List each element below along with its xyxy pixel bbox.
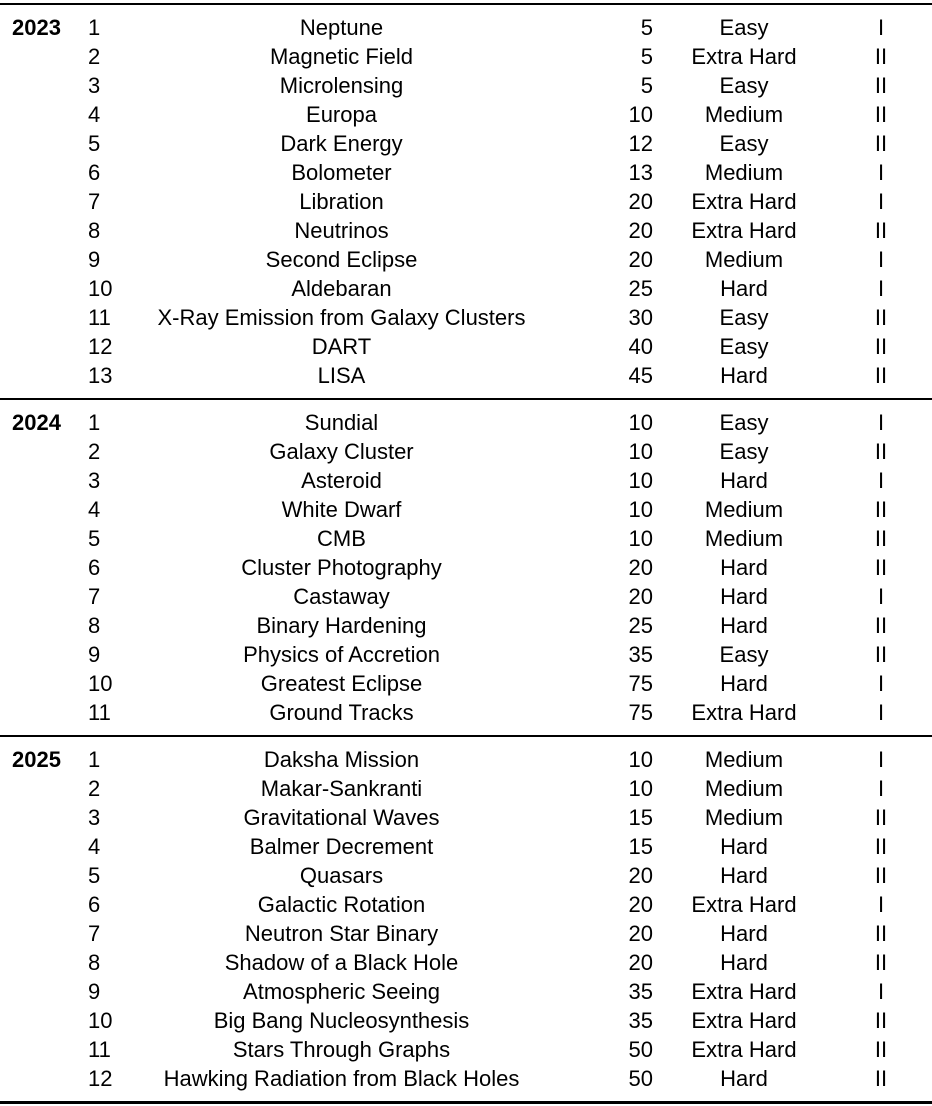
number-cell: 3: [88, 805, 101, 830]
table-row: [0, 399, 932, 437]
points-cell: 35: [628, 979, 653, 1004]
division-cell: I: [877, 189, 885, 214]
points-cell: 20: [628, 863, 653, 888]
name-cell: Big Bang Nucleosynthesis: [213, 1008, 470, 1033]
table-row: [0, 187, 932, 216]
difficulty-cell: Hard: [720, 363, 768, 388]
number-cell: 6: [88, 892, 101, 917]
number-cell: 10: [88, 276, 113, 301]
points-cell: 25: [628, 613, 653, 638]
division-cell: II: [874, 102, 888, 127]
year-section-2024: [0, 399, 932, 736]
number-cell: 7: [88, 584, 101, 609]
name-cell: Neutrinos: [294, 218, 389, 243]
number-cell: 13: [88, 363, 113, 388]
difficulty-cell: Hard: [720, 950, 768, 975]
number-cell: 9: [88, 247, 101, 272]
points-cell: 10: [628, 410, 653, 435]
points-cell: 10: [628, 526, 653, 551]
division-cell: I: [877, 700, 885, 725]
number-cell: 12: [88, 334, 113, 359]
division-cell: II: [874, 44, 888, 69]
name-cell: Shadow of a Black Hole: [224, 950, 459, 975]
difficulty-cell: Hard: [720, 555, 768, 580]
name-cell: Galaxy Cluster: [269, 439, 414, 464]
points-cell: 10: [628, 776, 653, 801]
division-cell: I: [877, 892, 885, 917]
difficulty-cell: Hard: [720, 921, 768, 946]
division-cell: I: [877, 276, 885, 301]
table-row: [0, 1006, 932, 1035]
name-cell: Stars Through Graphs: [232, 1037, 451, 1062]
points-cell: 50: [628, 1037, 653, 1062]
difficulty-cell: Easy: [719, 642, 769, 667]
table-row: [0, 524, 932, 553]
division-cell: I: [877, 15, 885, 40]
name-cell: Binary Hardening: [256, 613, 427, 638]
number-cell: 8: [88, 950, 101, 975]
division-cell: II: [874, 642, 888, 667]
name-cell: Neutron Star Binary: [244, 921, 439, 946]
points-cell: 10: [628, 468, 653, 493]
name-cell: Gravitational Waves: [243, 805, 440, 830]
division-cell: II: [874, 73, 888, 98]
number-cell: 8: [88, 218, 101, 243]
table-row: [0, 158, 932, 187]
table-row: [0, 71, 932, 100]
division-cell: I: [877, 979, 885, 1004]
table-row: [0, 303, 932, 332]
number-cell: 4: [88, 497, 101, 522]
number-cell: 4: [88, 834, 101, 859]
points-cell: 40: [628, 334, 653, 359]
difficulty-cell: Hard: [720, 584, 768, 609]
points-cell: 75: [628, 671, 653, 696]
difficulty-cell: Extra Hard: [691, 700, 797, 725]
name-cell: Ground Tracks: [269, 700, 414, 725]
name-cell: Daksha Mission: [263, 747, 420, 772]
name-cell: Atmospheric Seeing: [243, 979, 440, 1004]
table-row: [0, 216, 932, 245]
year-cell: 2023: [12, 15, 61, 40]
name-cell: Castaway: [293, 584, 390, 609]
number-cell: 11: [88, 1037, 111, 1062]
difficulty-cell: Medium: [704, 526, 784, 551]
division-cell: II: [874, 218, 888, 243]
table-row: [0, 919, 932, 948]
division-cell: II: [874, 1037, 888, 1062]
division-cell: I: [877, 747, 885, 772]
name-cell: Magnetic Field: [269, 44, 414, 69]
number-cell: 7: [88, 189, 101, 214]
table-row: [0, 129, 932, 158]
number-cell: 5: [88, 526, 101, 551]
division-cell: II: [874, 921, 888, 946]
table-row: [0, 332, 932, 361]
name-cell: Dark Energy: [280, 131, 403, 156]
name-cell: Balmer Decrement: [249, 834, 434, 859]
difficulty-cell: Extra Hard: [691, 218, 797, 243]
points-cell: 10: [628, 497, 653, 522]
points-cell: 5: [640, 73, 653, 98]
points-cell: 20: [628, 950, 653, 975]
name-cell: CMB: [317, 526, 366, 551]
difficulty-cell: Easy: [719, 131, 769, 156]
table-row: [0, 1064, 932, 1103]
division-cell: II: [874, 805, 888, 830]
table-row: [0, 803, 932, 832]
name-cell: White Dwarf: [281, 497, 402, 522]
year-section-2023: [0, 4, 932, 399]
number-cell: 2: [88, 44, 101, 69]
division-cell: II: [874, 1008, 888, 1033]
number-cell: 3: [88, 73, 101, 98]
points-cell: 35: [628, 642, 653, 667]
table-row: [0, 274, 932, 303]
number-cell: 4: [88, 102, 101, 127]
name-cell: Microlensing: [279, 73, 404, 98]
name-cell: Quasars: [299, 863, 384, 888]
number-cell: 8: [88, 613, 101, 638]
points-cell: 5: [640, 15, 653, 40]
name-cell: Galactic Rotation: [257, 892, 426, 917]
difficulty-cell: Extra Hard: [691, 44, 797, 69]
points-cell: 75: [628, 700, 653, 725]
number-cell: 10: [88, 1008, 113, 1033]
name-cell: Cluster Photography: [241, 555, 442, 580]
table-row: [0, 832, 932, 861]
table-row: [0, 774, 932, 803]
points-cell: 20: [628, 584, 653, 609]
number-cell: 11: [88, 700, 111, 725]
year-cell: 2025: [12, 747, 61, 772]
points-cell: 50: [628, 1066, 653, 1091]
difficulty-cell: Hard: [720, 613, 768, 638]
number-cell: 6: [88, 160, 101, 185]
table-row: [0, 698, 932, 736]
number-cell: 10: [88, 671, 113, 696]
division-cell: I: [877, 671, 885, 696]
difficulty-cell: Extra Hard: [691, 979, 797, 1004]
points-cell: 20: [628, 247, 653, 272]
division-cell: II: [874, 555, 888, 580]
points-cell: 10: [628, 102, 653, 127]
division-cell: II: [874, 863, 888, 888]
division-cell: II: [874, 131, 888, 156]
table-row: [0, 640, 932, 669]
difficulty-cell: Easy: [719, 334, 769, 359]
points-cell: 20: [628, 555, 653, 580]
problems-table: [0, 3, 932, 1104]
number-cell: 7: [88, 921, 101, 946]
table-row: [0, 361, 932, 399]
name-cell: Asteroid: [301, 468, 382, 493]
table-row: [0, 245, 932, 274]
difficulty-cell: Extra Hard: [691, 1037, 797, 1062]
points-cell: 20: [628, 218, 653, 243]
name-cell: Sundial: [304, 410, 379, 435]
table-row: [0, 948, 932, 977]
points-cell: 13: [628, 160, 653, 185]
difficulty-cell: Easy: [719, 73, 769, 98]
difficulty-cell: Medium: [704, 497, 784, 522]
points-cell: 15: [628, 834, 653, 859]
points-cell: 5: [640, 44, 653, 69]
points-cell: 35: [628, 1008, 653, 1033]
name-cell: Bolometer: [291, 160, 392, 185]
division-cell: I: [877, 410, 885, 435]
number-cell: 11: [88, 305, 111, 330]
table-row: [0, 669, 932, 698]
difficulty-cell: Hard: [720, 863, 768, 888]
number-cell: 9: [88, 979, 101, 1004]
number-cell: 2: [88, 776, 101, 801]
table-row: [0, 466, 932, 495]
points-cell: 25: [628, 276, 653, 301]
table-row: [0, 736, 932, 774]
points-cell: 10: [628, 439, 653, 464]
name-cell: LISA: [317, 363, 366, 388]
division-cell: II: [874, 363, 888, 388]
table-row: [0, 1035, 932, 1064]
table-row: [0, 861, 932, 890]
number-cell: 12: [88, 1066, 113, 1091]
table-row: [0, 611, 932, 640]
difficulty-cell: Hard: [720, 834, 768, 859]
table-row: [0, 553, 932, 582]
name-cell: Physics of Accretion: [243, 642, 440, 667]
name-cell: Greatest Eclipse: [260, 671, 423, 696]
difficulty-cell: Medium: [704, 102, 784, 127]
name-cell: Makar-Sankranti: [260, 776, 423, 801]
table-row: [0, 42, 932, 71]
difficulty-cell: Extra Hard: [691, 1008, 797, 1033]
difficulty-cell: Easy: [719, 439, 769, 464]
points-cell: 20: [628, 921, 653, 946]
name-cell: Europa: [306, 102, 377, 127]
table-row: [0, 100, 932, 129]
difficulty-cell: Extra Hard: [691, 189, 797, 214]
points-cell: 12: [628, 131, 653, 156]
division-cell: II: [874, 439, 888, 464]
difficulty-cell: Medium: [704, 160, 784, 185]
name-cell: Neptune: [299, 15, 384, 40]
division-cell: I: [877, 247, 885, 272]
difficulty-cell: Easy: [719, 15, 769, 40]
table-row: [0, 437, 932, 466]
difficulty-cell: Medium: [704, 776, 784, 801]
division-cell: I: [877, 160, 885, 185]
division-cell: I: [877, 776, 885, 801]
division-cell: II: [874, 834, 888, 859]
division-cell: II: [874, 526, 888, 551]
name-cell: Second Eclipse: [265, 247, 418, 272]
points-cell: 30: [628, 305, 653, 330]
year-cell: 2024: [12, 410, 61, 435]
number-cell: 6: [88, 555, 101, 580]
division-cell: I: [877, 584, 885, 609]
table-row: [0, 495, 932, 524]
difficulty-cell: Hard: [720, 1066, 768, 1091]
difficulty-cell: Easy: [719, 410, 769, 435]
difficulty-cell: Hard: [720, 671, 768, 696]
name-cell: X-Ray Emission from Galaxy Clusters: [157, 305, 526, 330]
difficulty-cell: Medium: [704, 805, 784, 830]
table-row: [0, 890, 932, 919]
name-cell: Libration: [299, 189, 384, 214]
year-section-2025: [0, 736, 932, 1103]
division-cell: II: [874, 613, 888, 638]
points-cell: 45: [628, 363, 653, 388]
division-cell: II: [874, 497, 888, 522]
points-cell: 10: [628, 747, 653, 772]
difficulty-cell: Hard: [720, 276, 768, 301]
number-cell: 5: [88, 863, 101, 888]
division-cell: II: [874, 1066, 888, 1091]
division-cell: II: [874, 950, 888, 975]
table-row: [0, 977, 932, 1006]
points-cell: 20: [628, 189, 653, 214]
number-cell: 3: [88, 468, 101, 493]
number-cell: 1: [88, 15, 101, 40]
name-cell: Aldebaran: [291, 276, 392, 301]
table-row: [0, 4, 932, 42]
name-cell: DART: [311, 334, 372, 359]
number-cell: 1: [88, 747, 101, 772]
number-cell: 2: [88, 439, 101, 464]
table-row: [0, 582, 932, 611]
division-cell: II: [874, 334, 888, 359]
name-cell: Hawking Radiation from Black Holes: [163, 1066, 520, 1091]
difficulty-cell: Extra Hard: [691, 892, 797, 917]
difficulty-cell: Easy: [719, 305, 769, 330]
points-cell: 20: [628, 892, 653, 917]
points-cell: 15: [628, 805, 653, 830]
number-cell: 9: [88, 642, 101, 667]
difficulty-cell: Medium: [704, 747, 784, 772]
difficulty-cell: Hard: [720, 468, 768, 493]
division-cell: I: [877, 468, 885, 493]
difficulty-cell: Medium: [704, 247, 784, 272]
division-cell: II: [874, 305, 888, 330]
number-cell: 5: [88, 131, 101, 156]
number-cell: 1: [88, 410, 101, 435]
